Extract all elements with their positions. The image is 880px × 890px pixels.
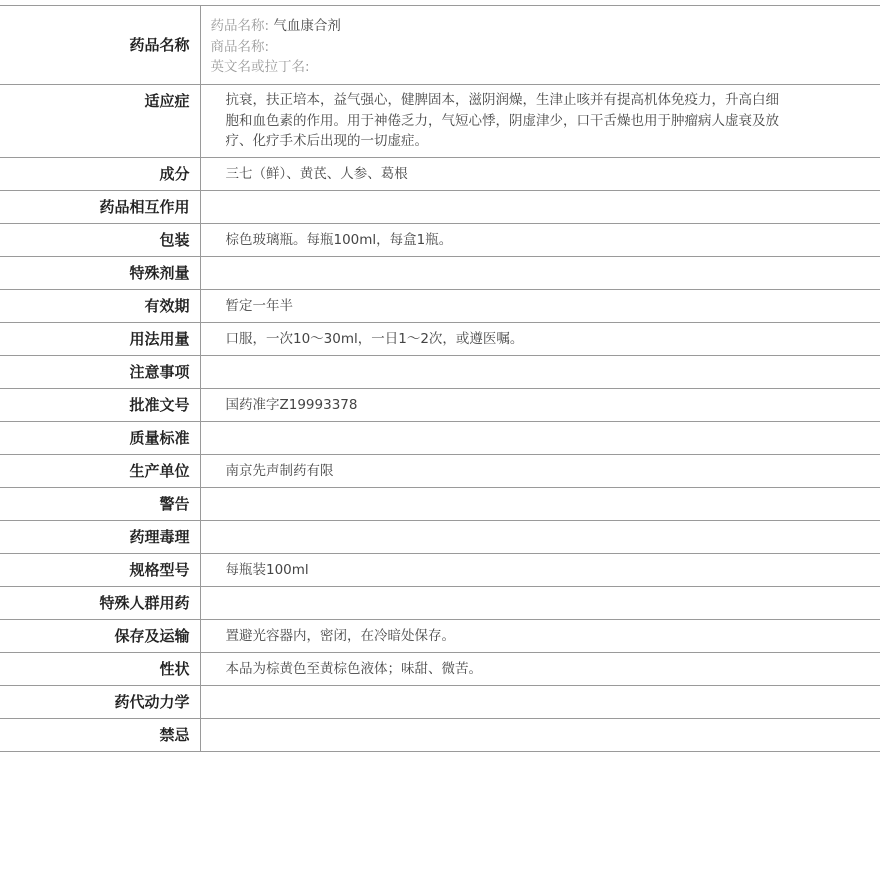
row-label: 包装 — [0, 224, 200, 257]
row-value: 置避光容器内，密闭，在冷暗处保存。 — [200, 620, 880, 653]
row-value — [200, 686, 880, 719]
row-value — [200, 422, 880, 455]
row-special-populations — [0, 587, 880, 620]
row-value — [200, 719, 880, 752]
row-value: 国药准字Z19993378 — [200, 389, 880, 422]
drug-name-line — [211, 16, 880, 37]
row-packaging — [0, 224, 880, 257]
row-label: 适应症 — [0, 85, 200, 158]
drug-name-key: 药品名称: — [210, 18, 270, 34]
row-manufacturer — [0, 455, 880, 488]
row-label: 注意事项 — [0, 356, 200, 389]
name-block — [200, 6, 880, 85]
row-usage-dosage — [0, 323, 880, 356]
row-value: 口服，一次10～30ml，一日1～2次，或遵医嘱。 — [200, 323, 880, 356]
row-label: 药理毒理 — [0, 521, 200, 554]
row-value: 暂定一年半 — [200, 290, 880, 323]
row-contraindications — [0, 719, 880, 752]
row-label: 药品名称 — [0, 6, 200, 85]
row-label: 药代动力学 — [0, 686, 200, 719]
trade-name-line — [211, 37, 880, 58]
row-drug-interactions — [0, 191, 880, 224]
row-label: 生产单位 — [0, 455, 200, 488]
trade-name-key: 商品名称: — [210, 38, 270, 55]
row-indication — [0, 85, 880, 158]
drug-name-value: 气血康合剂 — [273, 18, 341, 34]
english-name-line — [211, 57, 880, 78]
row-specification — [0, 554, 880, 587]
row-value — [200, 257, 880, 290]
row-special-dosage — [0, 257, 880, 290]
row-value: 抗衰，扶正培本，益气强心，健脾固本，滋阴润燥，生津止咳并有提高机体免疫力，升高白细胞和血色素的作用。用于神倦乏力，气短心悸，阴虚津少，口干舌燥也用于肿瘤病人虚衰及放疗、化疗手术后出现的一切虚症。 — [200, 85, 880, 158]
row-quality-standard — [0, 422, 880, 455]
row-label: 禁忌 — [0, 719, 200, 752]
row-description — [0, 653, 880, 686]
row-value — [200, 488, 880, 521]
row-label: 性状 — [0, 653, 200, 686]
row-label: 特殊剂量 — [0, 257, 200, 290]
row-value: 三七（鲜）、黄芪、人参、葛根 — [200, 158, 880, 191]
row-label: 保存及运输 — [0, 620, 200, 653]
english-name-key: 英文名或拉丁名: — [210, 59, 310, 75]
row-label: 有效期 — [0, 290, 200, 323]
row-value: 棕色玻璃瓶。每瓶100ml，每盒1瓶。 — [200, 224, 880, 257]
row-warning — [0, 488, 880, 521]
row-pharmacokinetics — [0, 686, 880, 719]
row-value — [200, 356, 880, 389]
row-label: 规格型号 — [0, 554, 200, 587]
row-pharmacology-toxicology — [0, 521, 880, 554]
row-approval-number — [0, 389, 880, 422]
row-precautions — [0, 356, 880, 389]
row-drug-name — [0, 6, 880, 85]
drug-info-table — [0, 5, 880, 752]
row-label: 质量标准 — [0, 422, 200, 455]
row-label: 用法用量 — [0, 323, 200, 356]
row-value: 每瓶装100ml — [200, 554, 880, 587]
row-label: 药品相互作用 — [0, 191, 200, 224]
row-value — [200, 191, 880, 224]
row-value — [200, 521, 880, 554]
row-value: 本品为棕黄色至黄棕色液体；味甜、微苦。 — [200, 653, 880, 686]
row-label: 成分 — [0, 158, 200, 191]
row-value: 南京先声制药有限 — [200, 455, 880, 488]
row-label: 警告 — [0, 488, 200, 521]
row-label: 批准文号 — [0, 389, 200, 422]
row-label: 特殊人群用药 — [0, 587, 200, 620]
row-storage-transport — [0, 620, 880, 653]
row-value — [200, 587, 880, 620]
row-ingredients — [0, 158, 880, 191]
row-shelf-life — [0, 290, 880, 323]
